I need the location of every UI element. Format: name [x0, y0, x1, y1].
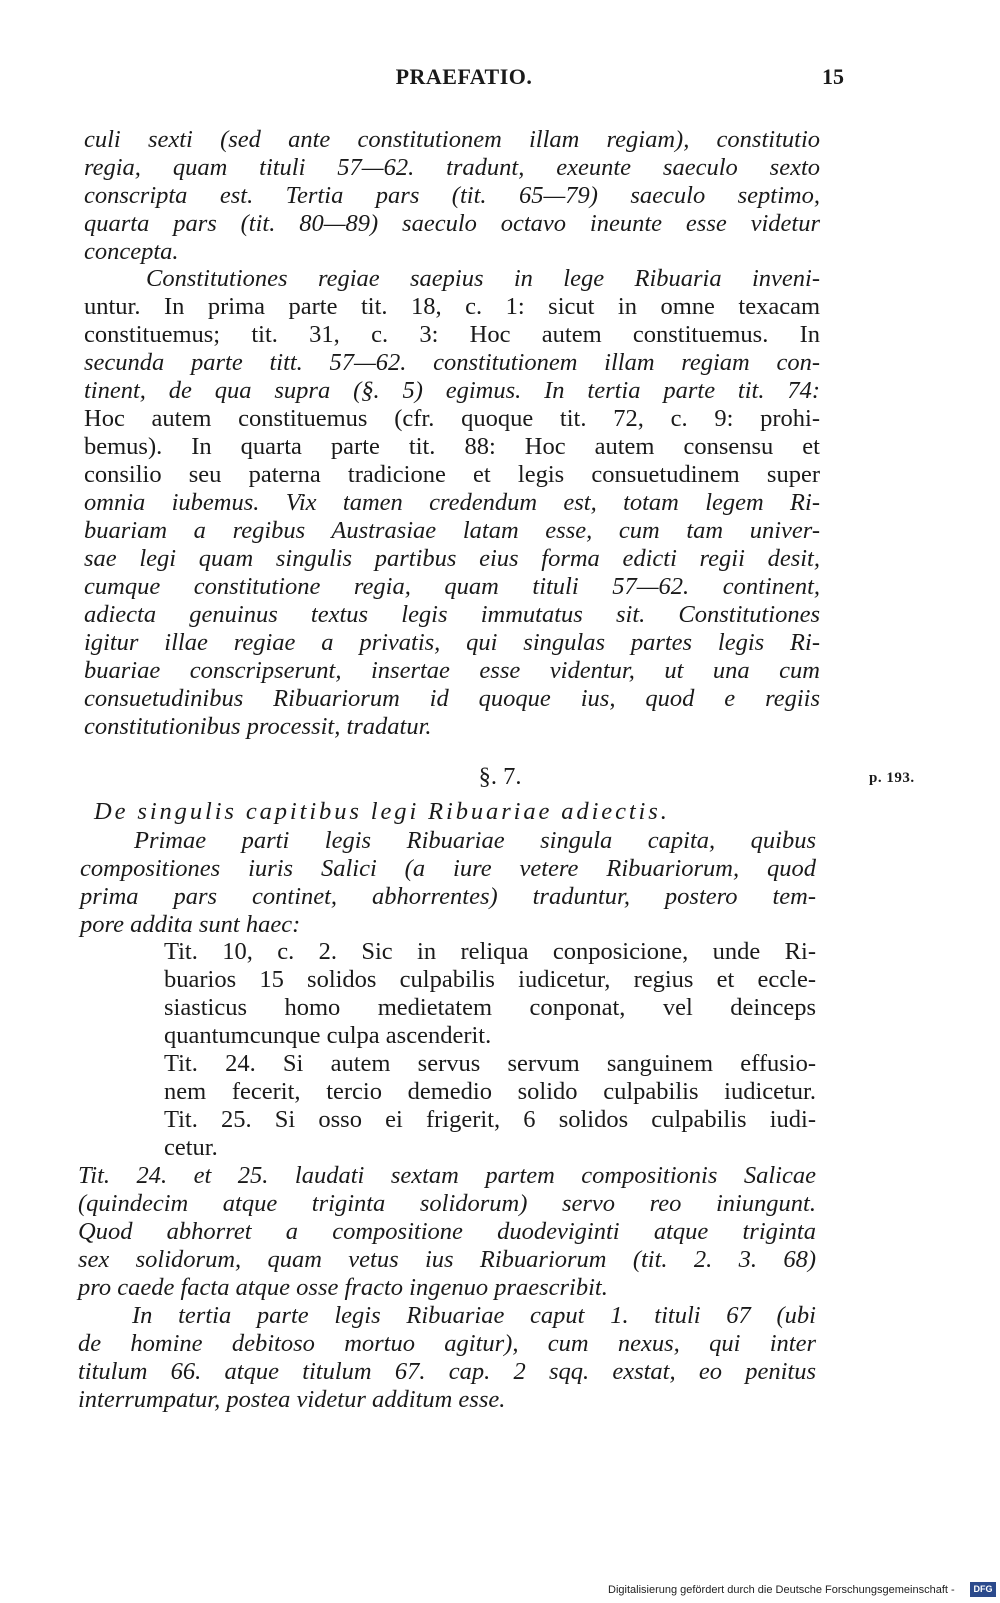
text-line: concepta. — [84, 238, 179, 265]
text-line: Constitutiones regiae saepius in lege Ribuaria inveni- — [146, 265, 820, 292]
text-line: In tertia parte legis Ribuariae caput 1. tituli 67 (ubi — [132, 1302, 816, 1329]
quote-line: Tit. 10, c. 2. Sic in reliqua conposicione, unde Ri- — [164, 938, 816, 965]
text-line: pro caede facta atque osse fracto ingenuo praescribit. — [78, 1274, 608, 1301]
text-line: secunda parte titt. 57—62. constitutionem illam regiam con- — [84, 349, 820, 376]
running-title: PRAEFATIO. — [395, 64, 533, 89]
text-line: quarta pars (tit. 80—89) saeculo octavo ineunte esse videtur — [84, 210, 820, 237]
section-number: §. 7. — [478, 763, 522, 790]
text-line: tinent, de qua supra (§. 5) egimus. In tertia parte tit. 74: — [84, 377, 820, 404]
text-line: sex solidorum, quam vetus ius Ribuariorum (tit. 2. 3. 68) — [78, 1246, 816, 1273]
text-line: constitutionibus processit, tradatur. — [84, 713, 432, 740]
quote-line: buarios 15 solidos culpabilis iudicetur, regius et eccle- — [164, 966, 816, 993]
text-line: omnia iubemus. Vix tamen credendum est, totam legem Ri- — [84, 489, 820, 516]
text-line: adiecta genuinus textus legis immutatus sit. Constitutiones — [84, 601, 820, 628]
text-line: prima pars continet, abhorrentes) traduntur, postero tem- — [80, 883, 816, 910]
text-line: consuetudinibus Ribuariorum id quoque ius, quod e regiis — [84, 685, 820, 712]
section-title: De singulis capitibus legi Ribuariae adiectis. — [94, 798, 670, 825]
digitization-credit: Digitalisierung gefördert durch die Deutsche Forschungsgemeinschaft - — [608, 1584, 955, 1596]
text-line: sae legi quam singulis partibus eius forma edicti regii desit, — [84, 545, 820, 572]
text-line: untur. In prima parte tit. 18, c. 1: sicut in omne texacam — [84, 293, 820, 320]
text-line: Quod abhorret a compositione duodeviginti atque triginta — [78, 1218, 816, 1245]
text-line: compositiones iuris Salici (a iure vetere Ribuariorum, quod — [80, 855, 816, 882]
text-line: titulum 66. atque titulum 67. cap. 2 sqq. exstat, eo penitus — [78, 1358, 816, 1385]
quote-line: Tit. 25. Si osso ei frigerit, 6 solidos culpabilis iudi- — [164, 1106, 816, 1133]
text-line: cumque constitutione regia, quam tituli 57—62. continent, — [84, 573, 820, 600]
dfg-logo: DFG — [970, 1582, 996, 1597]
quote-line: siasticus homo medietatem conponat, vel deinceps — [164, 994, 816, 1021]
text-line: consilio seu paterna tradicione et legis consuetudinem super — [84, 461, 820, 488]
page-header — [84, 64, 844, 94]
text-line: interrumpatur, postea videtur additum esse. — [78, 1386, 506, 1413]
text-line: constituemus; tit. 31, c. 3: Hoc autem constituemus. In — [84, 321, 820, 348]
text-line: pore addita sunt haec: — [80, 911, 301, 938]
text-line: buariae conscripserunt, insertae esse videntur, ut una cum — [84, 657, 820, 684]
text-line: regia, quam tituli 57—62. tradunt, exeunte saeculo sexto — [84, 154, 820, 181]
text-line: Hoc autem constituemus (cfr. quoque tit. 72, c. 9: prohi- — [84, 405, 820, 432]
text-line: conscripta est. Tertia pars (tit. 65—79) saeculo septimo, — [84, 182, 820, 209]
text-line: de homine debitoso mortuo agitur), cum nexus, qui inter — [78, 1330, 816, 1357]
margin-note: p. 193. — [869, 770, 915, 786]
quote-line: quantumcunque culpa ascenderit. — [164, 1022, 492, 1049]
text-line: (quindecim atque triginta solidorum) servo reo iniungunt. — [78, 1190, 816, 1217]
text-line: igitur illae regiae a privatis, qui singulas partes legis Ri- — [84, 629, 820, 656]
text-line: culi sexti (sed ante constitutionem illam regiam), constitutio — [84, 126, 820, 153]
quote-line: cetur. — [164, 1134, 218, 1161]
text-line: bemus). In quarta parte tit. 88: Hoc autem consensu et — [84, 433, 820, 460]
text-line: Primae parti legis Ribuariae singula capita, quibus — [134, 827, 816, 854]
quote-line: Tit. 24. Si autem servus servum sanguinem effusio- — [164, 1050, 816, 1077]
text-line: Tit. 24. et 25. laudati sextam partem compositionis Salicae — [78, 1162, 816, 1189]
quote-line: nem fecerit, tercio demedio solido culpabilis iudicetur. — [164, 1078, 816, 1105]
page-number: 15 — [822, 64, 844, 89]
text-line: buariam a regibus Austrasiae latam esse, cum tam univer- — [84, 517, 820, 544]
